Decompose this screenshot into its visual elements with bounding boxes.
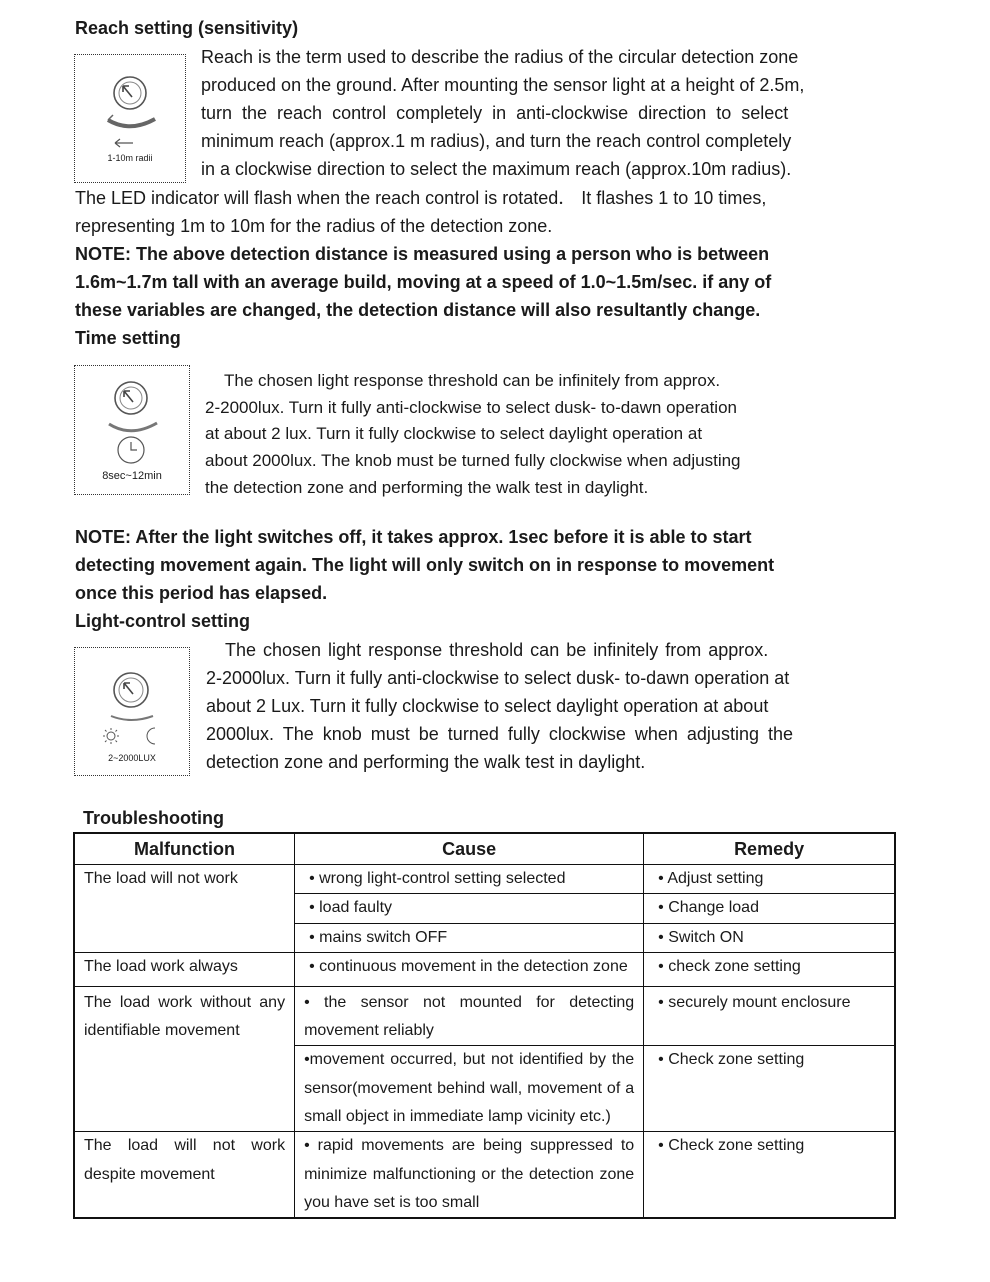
remedy-cell: • Change load: [644, 894, 895, 923]
light-line-5: detection zone and performing the walk test in daylight.: [206, 752, 646, 772]
time-line-2: 2-2000lux. Turn it fully anti-clockwise to select dusk- to-dawn operation: [205, 398, 737, 417]
cause-cell: • rapid movements are being suppressed to minimize malfunctioning or the detection zone you have set is too small: [295, 1132, 644, 1218]
reach-line-7: representing 1m to 10m for the radius of the detection zone.: [75, 216, 553, 236]
time-note-line-3: once this period has elapsed.: [75, 583, 328, 603]
cause-cell: • continuous movement in the detection zone: [295, 952, 644, 986]
light-icon-caption: 2~2000LUX: [108, 753, 156, 763]
table-row: [74, 952, 895, 986]
remedy-cell: • Switch ON: [644, 923, 895, 952]
remedy-cell: • check zone setting: [644, 952, 895, 986]
reach-knob-illustration: [74, 54, 186, 183]
reach-note-line-3: these variables are changed, the detection distance will also resultantly change.: [75, 300, 761, 320]
time-line-1: The chosen light response threshold can be infinitely from approx.: [224, 371, 721, 390]
cause-cell: • mains switch OFF: [295, 923, 644, 952]
reach-line-1: Reach is the term used to describe the radius of the circular detection zone: [201, 47, 799, 67]
light-line-3: about 2 Lux. Turn it fully clockwise to select daylight operation at about: [206, 696, 769, 716]
light-line-4: 2000lux. The knob must be turned fully clockwise when adjusting the: [206, 724, 793, 744]
light-heading: Light-control setting: [75, 611, 250, 631]
reach-note-line-2: 1.6m~1.7m tall with an average build, moving at a speed of 1.0~1.5m/sec. if any of: [75, 272, 772, 292]
malfunction-cell: The load will not work: [74, 865, 295, 953]
troubleshooting-heading: Troubleshooting: [83, 808, 224, 828]
reach-line-6: The LED indicator will flash when the reach control is rotated． It flashes 1 to 10 times,: [75, 188, 767, 208]
column-header-remedy: Remedy: [644, 833, 895, 865]
cause-cell: •movement occurred, but not identified by the sensor(movement behind wall, movement of a small object in immediate lamp vicinity etc.): [295, 1046, 644, 1132]
remedy-cell: • Check zone setting: [644, 1046, 895, 1132]
moon-icon: [147, 728, 155, 744]
time-dial-icon: [75, 366, 189, 466]
time-note-line-1: NOTE: After the light switches off, it takes approx. 1sec before it is able to start: [75, 527, 752, 547]
cause-cell: • load faulty: [295, 894, 644, 923]
malfunction-cell: The load will not work despite movement: [74, 1132, 295, 1218]
reach-heading: Reach setting (sensitivity): [75, 18, 299, 38]
column-header-malfunction: Malfunction: [74, 833, 295, 865]
remedy-cell: • Check zone setting: [644, 1132, 895, 1218]
table-row: [74, 865, 895, 894]
cause-cell: • wrong light-control setting selected: [295, 865, 644, 894]
time-line-5: the detection zone and performing the walk test in daylight.: [205, 478, 649, 497]
cause-cell: • the sensor not mounted for detecting movement reliably: [295, 986, 644, 1046]
time-line-4: about 2000lux. The knob must be turned fully clockwise when adjusting: [205, 451, 741, 470]
light-knob-illustration: [74, 647, 190, 776]
light-line-1: The chosen light response threshold can be infinitely from approx.: [225, 640, 769, 660]
reach-line-3: turn the reach control completely in anti-clockwise direction to select: [201, 103, 789, 123]
table-row: [74, 986, 895, 1046]
time-heading: Time setting: [75, 328, 181, 348]
troubleshooting-table: [73, 832, 896, 1219]
light-dial-icon: [75, 648, 189, 753]
remedy-cell: • securely mount enclosure: [644, 986, 895, 1046]
reach-icon-caption: 1-10m radii: [107, 153, 153, 163]
column-header-cause: Cause: [295, 833, 644, 865]
time-knob-illustration: [74, 365, 190, 495]
time-note-line-2: detecting movement again. The light will only switch on in response to movement: [75, 555, 775, 575]
table-row: [74, 1132, 895, 1218]
sun-icon: [103, 728, 119, 744]
reach-dial-icon: [75, 55, 185, 165]
time-icon-caption: 8sec~12min: [102, 470, 162, 482]
table-header-row: [74, 833, 895, 865]
reach-line-4: minimum reach (approx.1 m radius), and turn the reach control completely: [201, 131, 792, 151]
malfunction-cell: The load work always: [74, 952, 295, 986]
light-line-2: 2-2000lux. Turn it fully anti-clockwise to select dusk- to-dawn operation at: [206, 668, 790, 688]
reach-line-2: produced on the ground. After mounting the sensor light at a height of 2.5m,: [201, 75, 805, 95]
remedy-cell: • Adjust setting: [644, 865, 895, 894]
reach-line-5: in a clockwise direction to select the maximum reach (approx.10m radius).: [201, 159, 792, 179]
malfunction-cell: The load work without any identifiable movement: [74, 986, 295, 1132]
time-line-3: at about 2 lux. Turn it fully clockwise to select daylight operation at: [205, 424, 703, 443]
reach-note-line-1: NOTE: The above detection distance is measured using a person who is between: [75, 244, 770, 264]
